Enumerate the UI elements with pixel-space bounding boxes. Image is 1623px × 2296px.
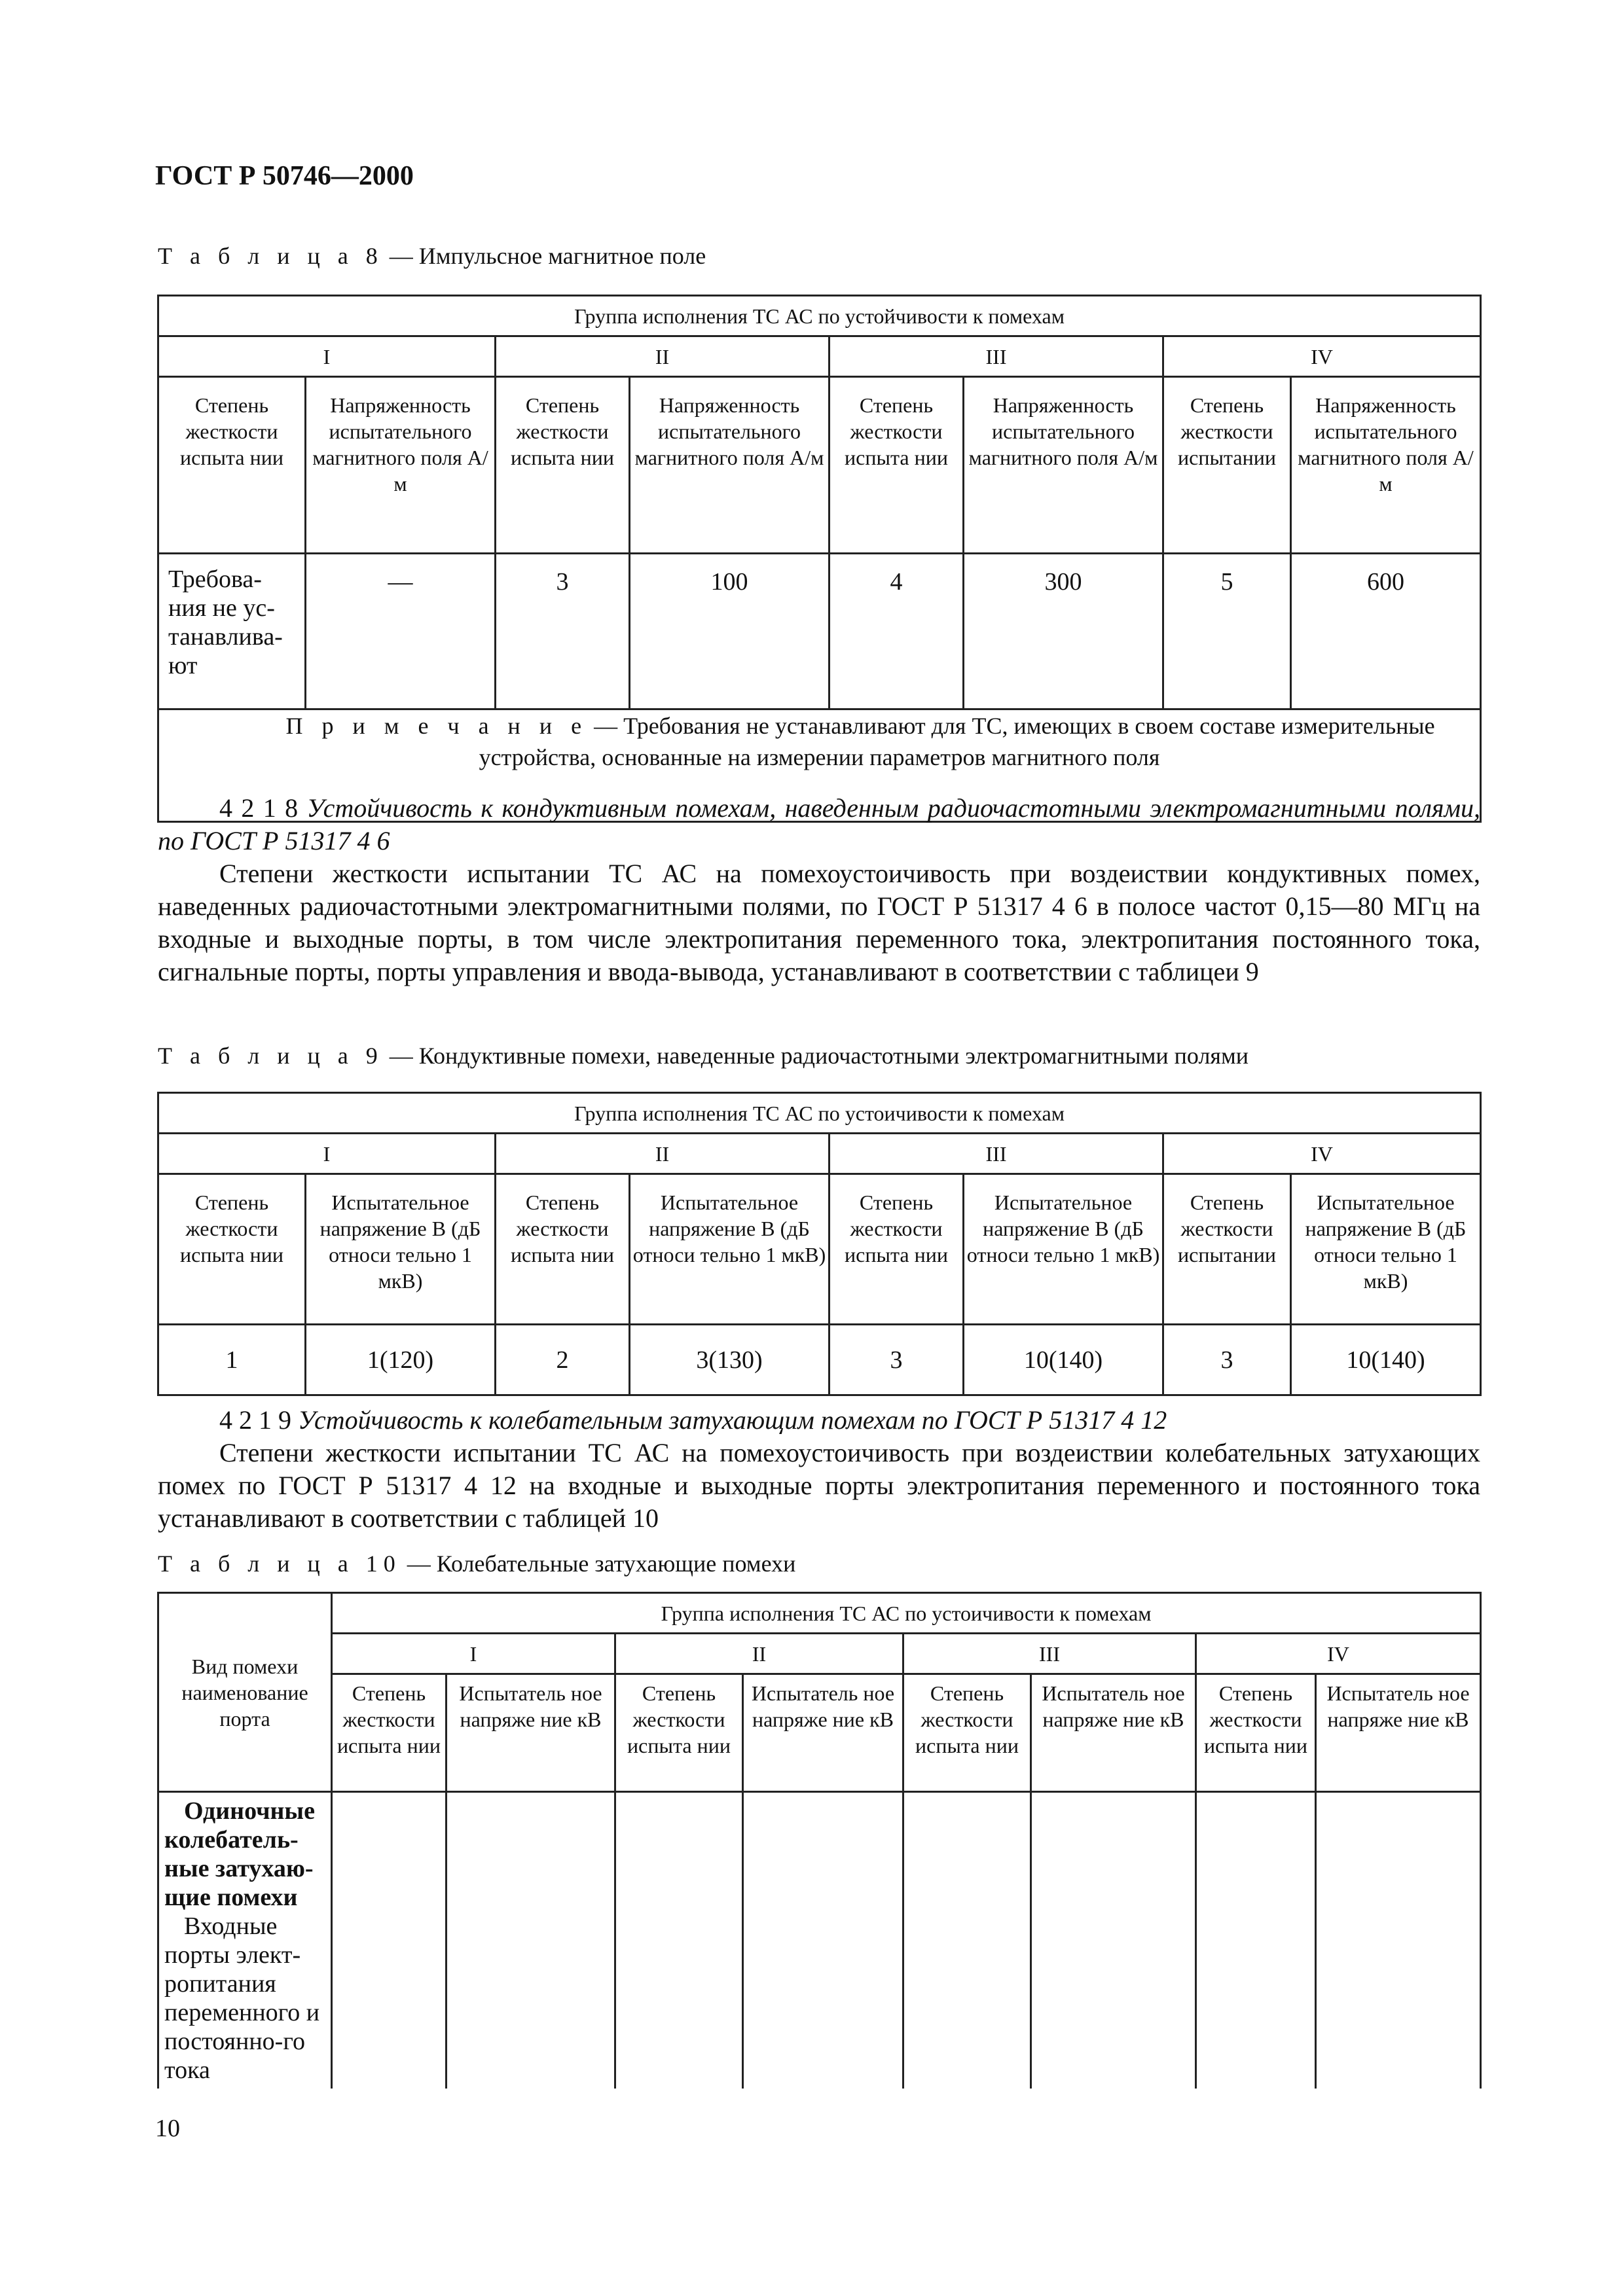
table10-cell xyxy=(332,1792,447,2089)
table8-caption xyxy=(158,242,706,270)
table10-col-value: Испытатель ное напряже ние кВ xyxy=(1031,1674,1196,1792)
page-number: 10 xyxy=(155,2115,180,2142)
table8-cell: 5 xyxy=(1163,554,1291,709)
table10-group-header: Группа исполнения ТС АС по устоичивости к помехам xyxy=(332,1593,1481,1634)
section-4219-number: 4 2 1 9 xyxy=(219,1405,291,1435)
table10-group-iv: IV xyxy=(1196,1634,1481,1674)
table10-cell xyxy=(615,1792,743,2089)
table10-col-degree: Степень жесткости испыта нии xyxy=(1196,1674,1316,1792)
table10-caption xyxy=(158,1550,795,1577)
table8-group-i: I xyxy=(158,336,496,377)
table8-group-header: Группа исполнения ТС АС по устойчивости к помехам xyxy=(158,296,1481,336)
table8-cell: 100 xyxy=(630,554,830,709)
table10-row-bold: Одиночные колебатель-ные затухаю-щие помехи xyxy=(164,1797,315,1911)
table9-col-value: Испытательное напряжение В (дБ относи тельно 1 мкВ) xyxy=(1291,1174,1481,1325)
table8-cell: 4 xyxy=(830,554,964,709)
table9-cell: 1 xyxy=(158,1325,306,1395)
table9-cell: 1(120) xyxy=(306,1325,496,1395)
table9-group-iv: IV xyxy=(1163,1134,1481,1174)
table10-row-plain: Входные порты элект-ропитания переменного и постоянно-го тока xyxy=(164,1912,320,2084)
table10-cell xyxy=(447,1792,615,2089)
table9-group-header: Группа исполнения ТС АС по устоичивости к помехам xyxy=(158,1093,1481,1134)
table10-col-degree: Степень жесткости испыта нии xyxy=(332,1674,447,1792)
table10-cell xyxy=(1196,1792,1316,2089)
table10-cell xyxy=(1316,1792,1481,2089)
table9-caption-text: — Кондуктивные помехи, наведенные радиочастотными электромагнитными полями xyxy=(383,1043,1249,1069)
table9-group-iii: III xyxy=(830,1134,1163,1174)
table10-caption-label: Т а б л и ц а 10 xyxy=(158,1551,401,1577)
table8-cell: 3 xyxy=(496,554,630,709)
section-4219-heading: Устойчивость к колебательным затухающим помехам по ГОСТ Р 51317 4 12 xyxy=(298,1405,1167,1435)
table8-col-value: Напряженность испытательного магнитного поля А/м xyxy=(964,377,1163,554)
table9-col-degree: Степень жесткости испыта нии xyxy=(830,1174,964,1325)
table10-row-label xyxy=(158,1792,332,2089)
table9 xyxy=(157,1092,1482,1396)
table10-col-value: Испытатель ное напряже ние кВ xyxy=(1316,1674,1481,1792)
table9-col-value: Испытательное напряжение В (дБ относи тельно 1 мкВ) xyxy=(630,1174,830,1325)
table9-col-value: Испытательное напряжение В (дБ относи тельно 1 мкВ) xyxy=(964,1174,1163,1325)
table10-col-value: Испытатель ное напряже ние кВ xyxy=(447,1674,615,1792)
table9-col-degree: Степень жесткости испыта нии xyxy=(158,1174,306,1325)
table10-col-degree: Степень жесткости испыта нии xyxy=(615,1674,743,1792)
table8-col-degree: Степень жесткости испыта нии xyxy=(496,377,630,554)
table9-cell: 3 xyxy=(830,1325,964,1395)
table9-cell: 3 xyxy=(1163,1325,1291,1395)
table10-cell xyxy=(743,1792,903,2089)
table9-caption xyxy=(158,1042,1249,1069)
table9-cell: 10(140) xyxy=(964,1325,1163,1395)
table9-group-ii: II xyxy=(496,1134,830,1174)
section-4218-text: Степени жесткости испытании ТС АС на помехоустоичивость при воздеиствии кондуктивных помех, наведенных радиочастотными электромагнитными полями, по ГОСТ Р 51317 4 6 в полосе частот 0,15—80 МГц на входные и выходные порты, в том числе электропитания переменного тока, электропитания постоянного тока, сигнальные порты, порты управления и ввода-вывода, устанавливают в соответствии с таблицеи 9 xyxy=(158,859,1480,986)
table8-group-ii: II xyxy=(496,336,830,377)
table8-col-degree-iv: Степень жесткости испытании xyxy=(1163,377,1291,554)
section-4219-text: Степени жесткости испытании ТС АС на помехоустоичивость при воздеиствии колебательных затухающих помех по ГОСТ Р 51317 4 12 на входные и выходные порты электропитания переменного и постоянного тока устанавливают в соответствии с таблицей 10 xyxy=(158,1438,1480,1533)
section-4218-number: 4 2 1 8 xyxy=(219,793,299,823)
table10-cell xyxy=(1031,1792,1196,2089)
table9-cell: 10(140) xyxy=(1291,1325,1481,1395)
table10 xyxy=(157,1592,1482,2089)
table10-caption-text: — Колебательные затухающие помехи xyxy=(401,1551,796,1577)
table10-group-ii: II xyxy=(615,1634,903,1674)
table10-group-i: I xyxy=(332,1634,615,1674)
table9-cell: 3(130) xyxy=(630,1325,830,1395)
table9-group-i: I xyxy=(158,1134,496,1174)
table8-caption-text: — Импульсное магнитное поле xyxy=(383,243,706,269)
section-4218-heading: Устойчивость к кондуктивным помехам, наведенным радиочастотными электромагнитными полями, по ГОСТ Р 51317 4 6 xyxy=(158,793,1481,855)
document-header: ГОСТ Р 50746—2000 xyxy=(155,161,414,191)
table8-group-iii: III xyxy=(830,336,1163,377)
table9-caption-label: Т а б л и ц а 9 xyxy=(158,1043,384,1069)
table10-col-value: Испытатель ное напряже ние кВ xyxy=(743,1674,903,1792)
section-4219-body xyxy=(158,1437,1480,1535)
table8-col-degree: Степень жесткости испыта нии xyxy=(158,377,306,554)
section-4219-title xyxy=(158,1404,1480,1437)
table10-group-iii: III xyxy=(903,1634,1196,1674)
table8-note-label: П р и м е ч а н и е xyxy=(285,713,589,739)
table8-cell: — xyxy=(306,554,496,709)
table8-cell: 300 xyxy=(964,554,1163,709)
section-4218-title xyxy=(158,792,1480,857)
table9-col-value: Испытательное напряжение В (дБ относи тельно 1 мкВ) xyxy=(306,1174,496,1325)
table8-col-value: Напряженность испытательного магнитного поля А/м xyxy=(1291,377,1481,554)
table8-cell: 600 xyxy=(1291,554,1481,709)
table8-caption-label: Т а б л и ц а 8 xyxy=(158,243,384,269)
section-4218-body xyxy=(158,857,1480,988)
table8-note-text: — Требования не устанавливают для ТС, имеющих в своем составе измерительные устройства, основанные на измерении параметров магнитного поля xyxy=(479,713,1435,770)
table10-row-header: Вид помехи наименование порта xyxy=(158,1593,332,1792)
table9-col-degree: Степень жесткости испыта нии xyxy=(496,1174,630,1325)
table8-col-degree: Степень жесткости испыта нии xyxy=(830,377,964,554)
table9-col-degree-iv: Степень жесткости испытании xyxy=(1163,1174,1291,1325)
table8-col-value: Напряженность испытательного магнитного поля А/м xyxy=(306,377,496,554)
table8-row-label: Требова-ния не ус-танавлива-ют xyxy=(158,554,306,709)
table8 xyxy=(157,295,1482,823)
table8-group-iv: IV xyxy=(1163,336,1481,377)
table8-col-value: Напряженность испытательного магнитного поля А/м xyxy=(630,377,830,554)
table9-cell: 2 xyxy=(496,1325,630,1395)
table10-col-degree: Степень жесткости испыта нии xyxy=(903,1674,1031,1792)
table10-cell xyxy=(903,1792,1031,2089)
